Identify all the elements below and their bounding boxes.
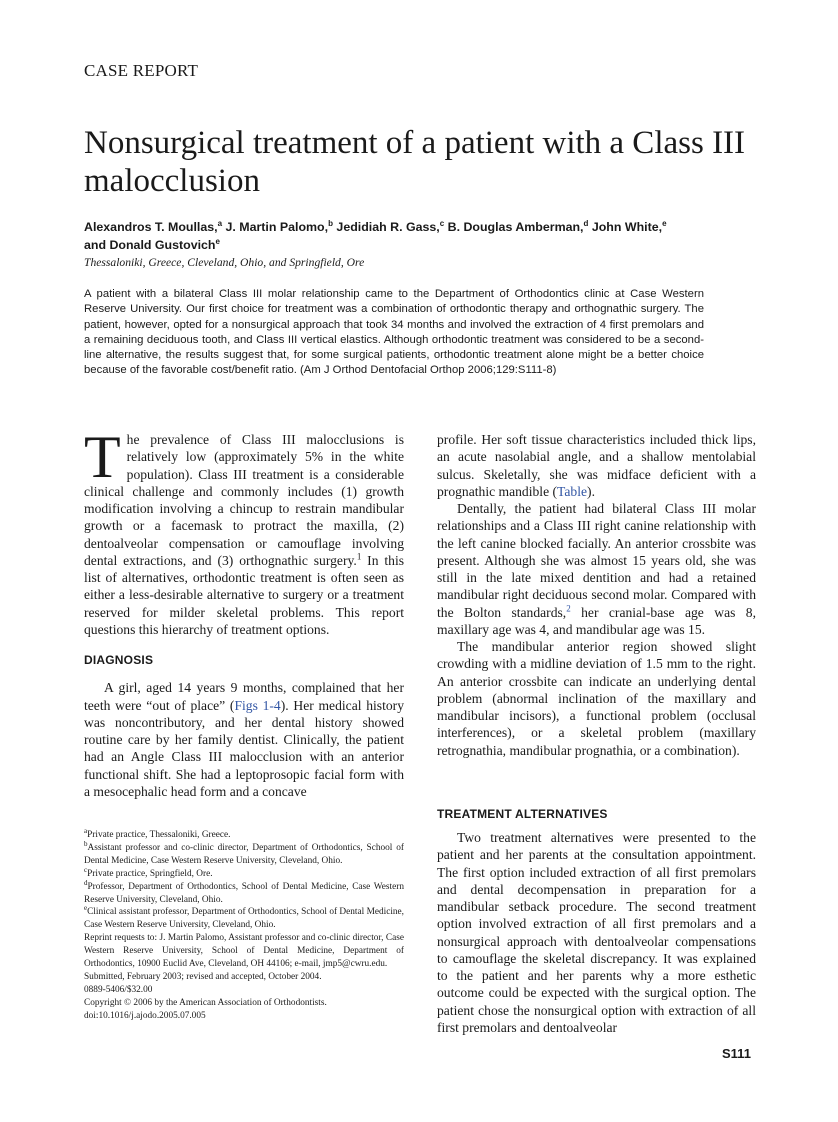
abstract: A patient with a bilateral Class III molar relationship came to the Department of Orthodontics clinic at Case Western Reserve University. Our first choice for treatment was a combination of orthodontic therapy and orthognathic surgery. The patient, however, opted for a nonsurgical approach that took 34 months and involved the extraction of 4 first premolars and a remaining deciduous tooth, and Class III vertical elastics. Although orthodontic treatment was considered to be a second-line alternative, the results suggest that, for some surgical patients, orthodontic treatment alone might be a better choice because of the favorable cost/benefit ratio. (Am J Orthod Dentofacial Orthop 2006;129:S111-8) [84,288,704,377]
reference-1[interactable]: 1 [356,551,362,562]
author: Jedidiah R. Gass,$^c$ [336,218,445,234]
table-link[interactable]: Table [557,483,588,499]
profile-paragraph: profile. Her soft tissue characteristics included thick lips, an acute nasolabial angle, and a shallow mentolabial sulcus. Skeletally, she was midface deficient with a prognathic mandible (Table). [437,432,756,499]
footnote: $^a$Private practice, Thessaloniki, Greece. [84,826,231,840]
doi[interactable]: doi:10.1016/j.ajodo.2005.07.005 [84,1010,206,1021]
drop-cap: T [84,424,121,490]
footnote: $^c$Private practice, Springfield, Ore. [84,865,213,879]
reference-2[interactable]: 2 [566,602,571,613]
treatment-heading: TREATMENT ALTERNATIVES [437,807,608,821]
diagnosis-heading: DIAGNOSIS [84,653,154,667]
figs-link[interactable]: Figs 1-4 [234,697,281,713]
diagnosis-paragraph: A girl, aged 14 years 9 months, complained that her teeth were “out of place” (Figs 1-4). Her medical history was noncontributory, and her dental history showed routine care by her family dentist. Clinically, the patient had an Angle Class III malocclusion with an anterior functional shift. She had a leptoprosopic facial form with a mesocephalic head form and a concave [84,680,404,799]
page-number: S111 [722,1046,751,1061]
article-title: Nonsurgical treatment of a patient with a Class III malocclusion [84,125,746,199]
mandibular-paragraph: The mandibular anterior region showed slight crowding with a midline deviation of 1.5 mm to the right. An anterior crossbite can indicate an underlying dental problem (abnormal inclination of the maxillary and mandibular incisors), a functional problem (occlusal interferences), or a skeletal problem (maxillary retrognathia, mandibular prognathia, or a combination). [437,639,756,758]
section-label: CASE REPORT [84,61,199,80]
author-list [84,218,764,254]
footnote: $^e$Clinical assistant professor, Department of Orthodontics, School of Dental Medicine, Case Western Reserve University, Cleveland, Ohio. [84,904,404,931]
footnote: $^d$Professor, Department of Orthodontics, School of Dental Medicine, Case Western Reserve University, Cleveland, Ohio. [84,878,404,905]
author: John White,$^e$ [591,218,667,234]
footnote: $^b$Assistant professor and co-clinic director, Department of Orthodontics, School of Dental Medicine, Case Western Reserve University, Cleveland, Ohio. [84,839,404,866]
intro-paragraph: The prevalence of Class III malocclusions is relatively low (approximately 5% in the white population). Class III treatment is a considerable clinical challenge and commonly includes (1) growth modification involving a chincup to restrain mandibular growth or a facemask to protract the maxilla, (2) dentoalveolar compensation or camouflage involving dental extractions, and (3) orthognathic surgery.$^1$ In this list of alternatives, orthodontic treatment is often seen as either a less-desirable alternative to surgery or a treatment reserved for milder skeletal problems. This report questions this hierarchy of treatment options. [84,424,405,637]
treatment-paragraph: Two treatment alternatives were presented to the patient and her parents at the consultation appointment. The first option included extraction of all first premolars and dental decompensation in preparation for a mandibular setback procedure. The second treatment option involved extraction of all first premolars and a nonsurgical approach with dentoalveolar compensations to camouflage the skeletal discrepancy. It was explained to the patient and her parents why a more esthetic outcome could be expected with the surgical option. The patient chose the nonsurgical option with extraction of all first premolars and dentoalveolar [437,830,756,1035]
issn-price: 0889-5406/$32.00 [84,984,153,995]
right-column [437,431,756,759]
left-column [84,424,405,800]
author: B. Douglas Amberman,$^d$ [447,218,589,234]
author: and Donald Gustovich$^e$ [84,236,220,252]
affiliation-line: Thessaloniki, Greece, Cleveland, Ohio, and Springfield, Ore [84,256,365,269]
submission-date: Submitted, February 2003; revised and accepted, October 2004. [84,971,322,982]
treatment-column [437,829,756,1036]
dental-paragraph: Dentally, the patient had bilateral Class III molar relationships and a Class III right canine relationship with the left canine blocked facially. An anterior crossbite was present. Although she was almost 15 years old, she was still in the late mixed dentition and had a retained mandibular right deciduous second molar. Compared with the Bolton standards,$^2$ her cranial-base age was 8, maxillary age was 4, and mandibular age was 15. [437,501,757,637]
author: J. Martin Palomo,$^b$ [225,218,333,234]
reprint-requests: Reprint requests to: J. Martin Palomo, Assistant professor and co-clinic director, Case Western Reserve University, School of Dental Medicine, Department of Orthodontics, 10900 Euclid Ave, Cleveland, OH 44106; e-mail, jmp5@cwru.edu. [84,933,404,970]
footnotes [84,826,404,1023]
author: Alexandros T. Moullas,$^a$ [84,218,223,234]
copyright: Copyright © 2006 by the American Association of Orthodontists. [84,997,327,1008]
